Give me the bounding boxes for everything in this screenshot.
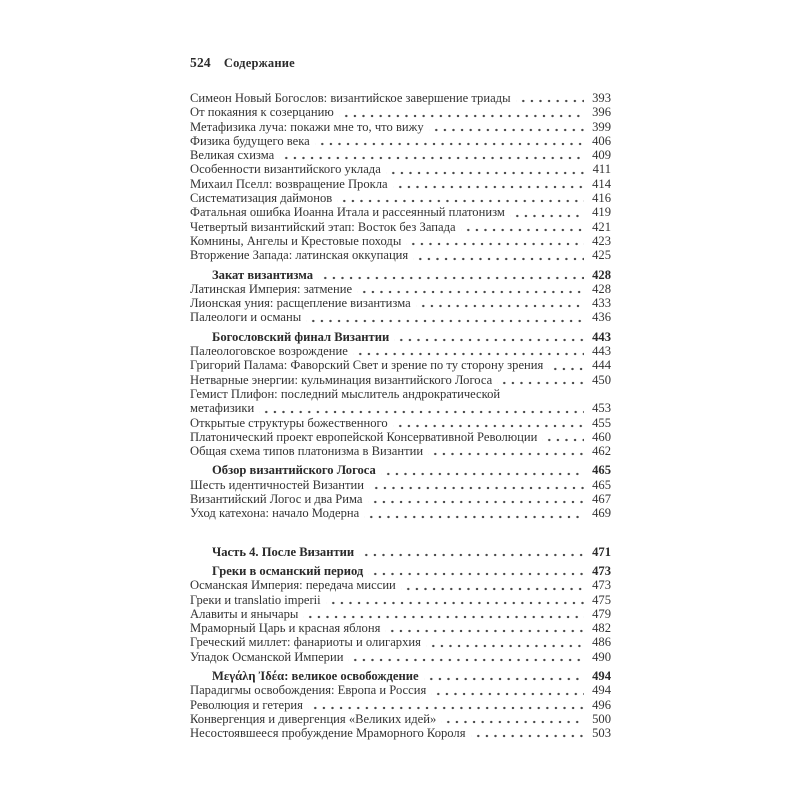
- entry-title: Великая схизма: [190, 148, 275, 163]
- entry-page-number: 473: [592, 578, 611, 593]
- entry-page-number: 479: [592, 606, 611, 621]
- dot-leader: [416, 296, 584, 310]
- entry-title: Григорий Палама: Фаворский Свет и зрение по ту сторону зрения: [190, 358, 544, 373]
- dot-leader: [428, 444, 584, 458]
- entry-page-number: 444: [592, 358, 611, 373]
- entry-title: Вторжение Запада: латинская оккупация: [190, 248, 409, 263]
- entry-page-number: 494: [592, 683, 611, 698]
- entry-title: Несостоявшееся пробуждение Мраморного Короля: [190, 726, 466, 741]
- toc-entry: [190, 401, 611, 415]
- entry-page-number: 423: [592, 233, 611, 248]
- dot-leader: [359, 545, 584, 559]
- entry-title: Алавиты и янычары: [190, 606, 299, 621]
- toc-entry: [190, 669, 611, 683]
- toc-entry: [190, 358, 611, 372]
- toc-entry: [190, 506, 611, 520]
- entry-page-number: 482: [592, 621, 611, 636]
- toc-entry: [190, 105, 611, 119]
- entry-title: Конвергенция и дивергенция «Великих идей»: [190, 711, 437, 726]
- entry-title: Османская Империя: передача миссии: [190, 578, 396, 593]
- entry-page-number: 428: [592, 267, 611, 282]
- dot-leader: [401, 578, 584, 592]
- entry-title: Метафизика луча: покажи мне то, что вижу: [190, 119, 424, 134]
- entry-title: Особенности византийского уклада: [190, 162, 381, 177]
- toc-entry: [190, 177, 611, 191]
- entry-page-number: 425: [592, 248, 611, 263]
- entry-page-number: 455: [592, 415, 611, 430]
- toc-entry: [190, 712, 611, 726]
- page-header: [190, 55, 611, 71]
- toc-entry: [190, 492, 611, 506]
- dot-leader: [471, 726, 584, 740]
- entry-title: Открытые структуры божественного: [190, 415, 388, 430]
- entry-page-number: 393: [592, 91, 611, 105]
- entry-title: Упадок Османской Империи: [190, 649, 344, 664]
- dot-leader: [337, 191, 584, 205]
- entry-title: Часть 4. После Византии: [212, 544, 355, 559]
- entry-title: От покаяния к созерцанию: [190, 105, 334, 120]
- toc-entry: [190, 296, 611, 310]
- dot-leader: [279, 148, 584, 162]
- entry-title: Революция и гетерия: [190, 697, 303, 712]
- entry-page-number: 500: [592, 711, 611, 726]
- entry-title: Обзор византийского Логоса: [212, 463, 376, 478]
- dot-leader: [542, 430, 584, 444]
- entry-title: Гемист Плифон: последний мыслитель андрократической: [190, 386, 501, 401]
- toc-entry: [190, 344, 611, 358]
- dot-leader: [368, 492, 584, 506]
- entry-page-number: 411: [592, 162, 611, 177]
- dot-leader: [393, 416, 584, 430]
- toc-entry: [190, 578, 611, 592]
- toc-entry: [190, 416, 611, 430]
- entry-title: Симеон Новый Богослов: византийское завершение триады: [190, 91, 511, 105]
- entry-title: Общая схема типов платонизма в Византии: [190, 444, 424, 459]
- entry-title: Физика будущего века: [190, 133, 310, 148]
- dot-leader: [386, 162, 584, 176]
- toc-entry: [190, 726, 611, 740]
- toc-entry: [190, 134, 611, 148]
- entry-page-number: 399: [592, 119, 611, 134]
- running-title: Содержание: [223, 56, 295, 70]
- entry-page-number: 443: [592, 344, 611, 359]
- entry-page-number: 421: [592, 219, 611, 234]
- toc-entry: [190, 91, 611, 105]
- toc-entry: [190, 310, 611, 324]
- toc-entry: [190, 430, 611, 444]
- entry-title: Лионская уния: расщепление византизма: [190, 296, 411, 311]
- entry-page-number: 460: [592, 429, 611, 444]
- toc-entry: [190, 248, 611, 262]
- entry-title: Михаил Пселл: возвращение Прокла: [190, 176, 388, 191]
- toc-list: [190, 91, 611, 740]
- entry-page-number: 469: [592, 506, 611, 521]
- toc-entry: [190, 282, 611, 296]
- dot-leader: [385, 621, 584, 635]
- entry-title: Комнины, Ангелы и Крестовые походы: [190, 233, 402, 248]
- entry-page-number: 406: [592, 133, 611, 148]
- dot-leader: [308, 698, 584, 712]
- entry-page-number: 396: [592, 105, 611, 120]
- folio-page-number: 524: [190, 55, 211, 70]
- dot-leader: [368, 564, 584, 578]
- entry-title: Уход катехона: начало Модерна: [190, 506, 360, 521]
- dot-leader: [424, 669, 584, 683]
- dot-leader: [413, 248, 584, 262]
- entry-page-number: 419: [592, 205, 611, 220]
- entry-title: Нетварные энергии: кульминация византийского Логоса: [190, 372, 493, 387]
- toc-entry: [190, 478, 611, 492]
- dot-leader: [393, 177, 584, 191]
- dot-leader: [259, 401, 584, 415]
- entry-title: Платонический проект европейской Консервативной Революции: [190, 429, 538, 444]
- entry-page-number: 436: [592, 310, 611, 325]
- dot-leader: [497, 373, 584, 387]
- entry-title: Мраморный Царь и красная яблоня: [190, 621, 381, 636]
- dot-leader: [326, 593, 584, 607]
- entry-title: Четвертый византийский этап: Восток без Запада: [190, 219, 456, 234]
- entry-page-number: 471: [592, 544, 611, 559]
- entry-page-number: 443: [592, 329, 611, 344]
- toc-entry: [190, 444, 611, 458]
- dot-leader: [348, 650, 584, 664]
- toc-entry: [190, 387, 611, 401]
- dot-leader: [318, 268, 584, 282]
- dot-leader: [339, 105, 584, 119]
- dot-leader: [369, 478, 584, 492]
- toc-entry: [190, 593, 611, 607]
- dot-leader: [426, 635, 584, 649]
- toc-entry: [190, 564, 611, 578]
- dot-leader: [394, 330, 584, 344]
- entry-page-number: 465: [592, 477, 611, 492]
- dot-leader: [431, 683, 584, 697]
- toc-entry: [190, 234, 611, 248]
- entry-page-number: 494: [592, 668, 611, 683]
- toc-entry: [190, 268, 611, 282]
- entry-page-number: 473: [592, 563, 611, 578]
- toc-entry: [190, 463, 611, 477]
- dot-leader: [441, 712, 584, 726]
- entry-page-number: 503: [592, 726, 611, 741]
- dot-leader: [381, 463, 584, 477]
- toc-entry: [190, 220, 611, 234]
- toc-entry: [190, 607, 611, 621]
- entry-page-number: 490: [592, 649, 611, 664]
- toc-content: [190, 55, 611, 740]
- dot-leader: [516, 91, 584, 105]
- entry-page-number: 414: [592, 176, 611, 191]
- toc-entry: [190, 148, 611, 162]
- toc-entry: [190, 545, 611, 559]
- entry-title: Фатальная ошибка Иоанна Итала и рассеянный платонизм: [190, 205, 505, 220]
- toc-entry: [190, 120, 611, 134]
- entry-page-number: 428: [592, 281, 611, 296]
- dot-leader: [364, 506, 584, 520]
- toc-entry: [190, 191, 611, 205]
- entry-title: Закат византизма: [212, 267, 314, 282]
- toc-entry: [190, 162, 611, 176]
- entry-title: Шесть идентичностей Византии: [190, 477, 364, 492]
- entry-page-number: 475: [592, 592, 611, 607]
- dot-leader: [548, 358, 584, 372]
- toc-entry: [190, 205, 611, 219]
- entry-title: Палеологи и османы: [190, 310, 302, 325]
- entry-page-number: 433: [592, 296, 611, 311]
- dot-leader: [510, 205, 584, 219]
- dot-leader: [461, 220, 584, 234]
- entry-page-number: 496: [592, 697, 611, 712]
- entry-title: Палеологовское возрождение: [190, 344, 348, 359]
- toc-entry: [190, 650, 611, 664]
- toc-entry: [190, 621, 611, 635]
- dot-leader: [353, 344, 584, 358]
- entry-title: Греческий миллет: фанариоты и олигархия: [190, 635, 421, 650]
- entry-title: Латинская Империя: затмение: [190, 281, 353, 296]
- entry-page-number: 467: [592, 492, 611, 507]
- dot-leader: [306, 310, 584, 324]
- dot-leader: [357, 282, 584, 296]
- toc-entry: [190, 373, 611, 387]
- toc-entry: [190, 635, 611, 649]
- entry-title: Систематизация даймонов: [190, 191, 333, 206]
- dot-leader: [406, 234, 584, 248]
- entry-title: Греки в османский период: [212, 563, 364, 578]
- dot-leader: [315, 134, 584, 148]
- entry-page-number: 465: [592, 463, 611, 478]
- entry-page-number: 462: [592, 444, 611, 459]
- entry-title: Богословский финал Византии: [212, 329, 390, 344]
- entry-title: метафизики: [190, 401, 255, 416]
- toc-entry: [190, 330, 611, 344]
- entry-page-number: 453: [592, 401, 611, 416]
- dot-leader: [303, 607, 584, 621]
- entry-title: Μεγάλη Ἰδέα: великое освобождение: [212, 668, 419, 683]
- entry-page-number: 409: [592, 148, 611, 163]
- entry-page-number: 416: [592, 191, 611, 206]
- entry-title: Греки и translatio imperii: [190, 592, 321, 607]
- entry-title: Парадигмы освобождения: Европа и Россия: [190, 683, 427, 698]
- toc-entry: [190, 698, 611, 712]
- entry-page-number: 450: [592, 372, 611, 387]
- toc-entry: [190, 683, 611, 697]
- dot-leader: [429, 120, 584, 134]
- entry-title: Византийский Логос и два Рима: [190, 492, 363, 507]
- entry-page-number: 486: [592, 635, 611, 650]
